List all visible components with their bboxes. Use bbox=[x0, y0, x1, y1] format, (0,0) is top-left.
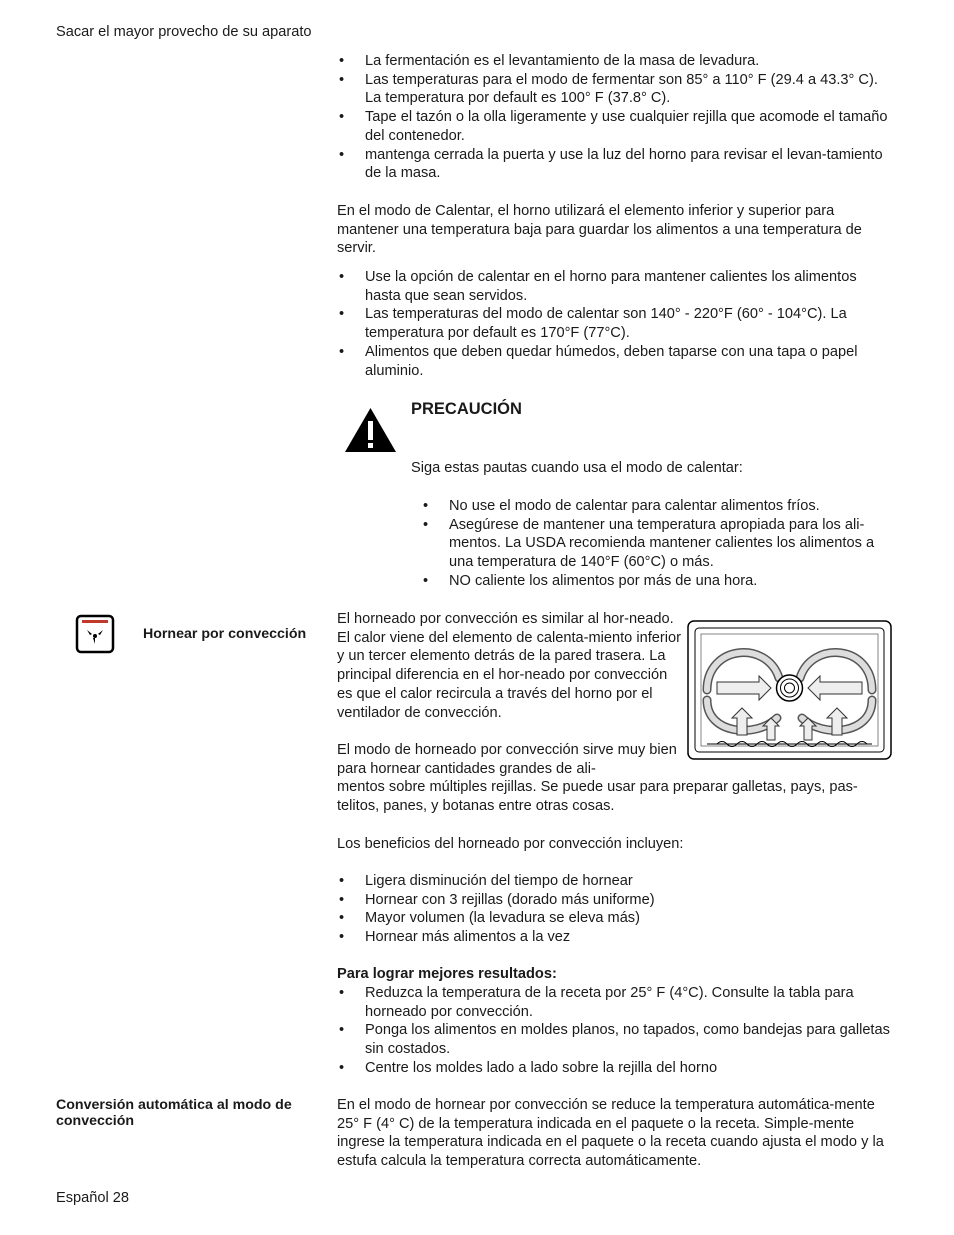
convection-paragraph: El horneado por convección es similar al hor-neado. El calor viene del elemento de calenta-miento inferior y un tercer elemento detrás de la pared trasera. La principal diferencia en el hor-neado por convección es que el calor recircula a través del horno por el ventilador de convección. bbox=[337, 611, 681, 721]
convection-paragraph-2b: mentos sobre múltiples rejillas. Se puede usar para preparar galletas, pays, pas-telitos, panes, y botanas entre otras cosas. bbox=[337, 779, 858, 814]
caution-list bbox=[421, 497, 895, 591]
list-item: • Mayor volumen (la levadura se eleva más) bbox=[337, 909, 895, 928]
convection-paragraph-2a: El modo de horneado por convección sirve muy bien para hornear cantidades grandes de ali- bbox=[337, 742, 677, 777]
oven-airflow-diagram bbox=[687, 620, 892, 760]
auto-conversion-text: En el modo de hornear por convección se reduce la temperatura automática-mente 25° F (4° C) de la temperatura indicada en el paquete o la receta. Simple-mente ingrese la temperatura indicada en el paquete o la receta cuando ajusta el modo y la estufa calcula la temperatura correcta automáticamente. bbox=[337, 1097, 884, 1170]
benefits-list bbox=[337, 872, 895, 947]
page-header: Sacar el mayor provecho de su aparato bbox=[56, 24, 312, 40]
list-item: • mantenga cerrada la puerta y use la luz del horno para revisar el levan-tamiento de la masa. bbox=[337, 146, 895, 183]
list-item: • Use la opción de calentar en el horno para mantener calientes los alimentos hasta que sean servidos. bbox=[337, 268, 895, 305]
list-item: • Asegúrese de mantener una temperatura apropiada para los ali-mentos. La USDA recomienda mantener calientes los alimentos a una temperatura de 140°F (60°C) o más. bbox=[421, 516, 895, 572]
list-item: • La fermentación es el levantamiento de la masa de levadura. bbox=[337, 52, 895, 71]
list-item: • NO caliente los alimentos por más de una hora. bbox=[421, 572, 895, 591]
caution-title: PRECAUCIÓN bbox=[411, 400, 522, 418]
list-item: • Tape el tazón o la olla ligeramente y use cualquier rejilla que acomode el tamaño del contenedor. bbox=[337, 108, 895, 145]
proof-list bbox=[337, 52, 895, 183]
section-label-auto-conversion: Conversión automática al modo de convección bbox=[56, 1097, 292, 1129]
list-item: • Hornear con 3 rejillas (dorado más uniforme) bbox=[337, 891, 895, 910]
warm-intro: En el modo de Calentar, el horno utilizará el elemento inferior y superior para mantener una temperatura baja para guardar los alimentos a una temperatura de servir. bbox=[337, 203, 862, 257]
warning-triangle-icon bbox=[343, 406, 398, 454]
convection-fan-icon bbox=[75, 614, 115, 654]
list-item: • Las temperaturas del modo de calentar son 140° - 220°F (60° - 104°C). La temperatura por default es 170°F (77°C). bbox=[337, 305, 895, 342]
caution-intro: Siga estas pautas cuando usa el modo de calentar: bbox=[411, 460, 743, 476]
list-item: • Las temperaturas para el modo de fermentar son 85° a 110° F (29.4 a 43.3° C). La temperatura por default es 100° F (37.8° C). bbox=[337, 71, 895, 108]
warm-list bbox=[337, 268, 895, 380]
list-item: • Centre los moldes lado a lado sobre la rejilla del horno bbox=[337, 1059, 895, 1078]
list-item: • Alimentos que deben quedar húmedos, deben taparse con una tapa o papel aluminio. bbox=[337, 343, 895, 380]
list-item: • Ponga los alimentos en moldes planos, no tapados, como bandejas para galletas sin costados. bbox=[337, 1021, 895, 1058]
page-footer: Español 28 bbox=[56, 1190, 130, 1206]
list-item: • Reduzca la temperatura de la receta por 25° F (4°C). Consulte la tabla para horneado por convección. bbox=[337, 984, 895, 1021]
results-list bbox=[337, 984, 895, 1078]
list-item: • Ligera disminución del tiempo de hornear bbox=[337, 872, 895, 891]
list-item: • No use el modo de calentar para calentar alimentos fríos. bbox=[421, 497, 895, 516]
results-title: Para lograr mejores resultados: bbox=[337, 966, 557, 982]
list-item: • Hornear más alimentos a la vez bbox=[337, 928, 895, 947]
benefits-intro: Los beneficios del horneado por convección incluyen: bbox=[337, 836, 684, 852]
section-label-convection: Hornear por convección bbox=[143, 626, 307, 642]
